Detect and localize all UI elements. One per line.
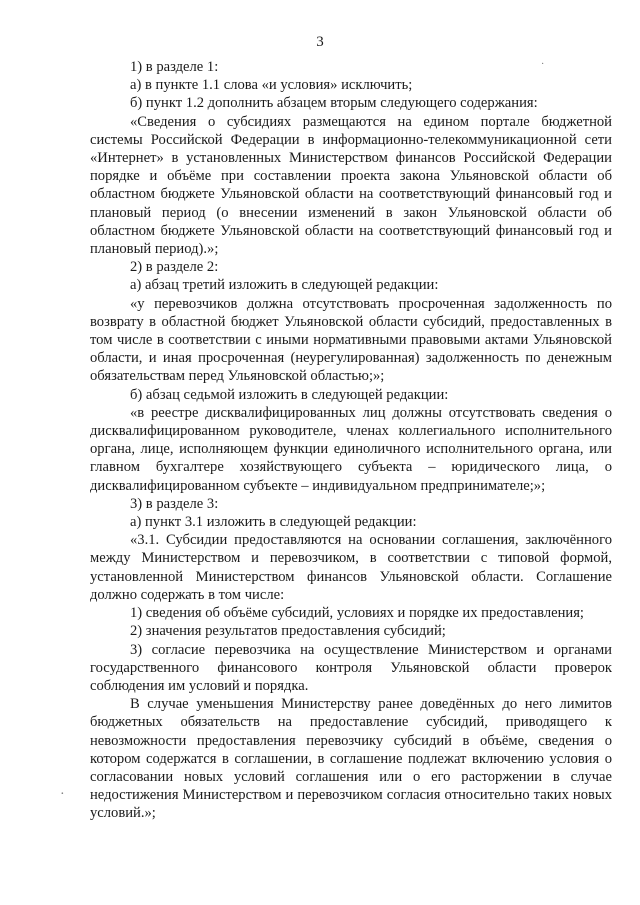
paragraph: а) пункт 3.1 изложить в следующей редакции: <box>130 514 417 531</box>
list-item: 2) значения результатов предоставления субсидий; <box>130 623 446 640</box>
paragraph: б) пункт 1.2 дополнить абзацем вторым следующего содержания: <box>130 95 538 112</box>
quoted-paragraph: «в реестре дисквалифицированных лиц должны отсутствовать сведения о дисквалифицированном руководителе, членах коллегиального исполнительного органа, лице, исполняющем функции единоличного исполнительного органа, или главном бухгалтере хозяйствующего субъекта – юридического лица, о дисквалифицированном субъекте – индивидуальном предпринимателе;»; <box>90 404 612 494</box>
paragraph: а) в пункте 1.1 слова «и условия» исключить; <box>130 77 413 94</box>
quoted-paragraph: «у перевозчиков должна отсутствовать просроченная задолженность по возврату в областной бюджет Ульяновской области субсидий, предоставленных в том числе в соответствии с иными нормативными правовыми актами Ульяновской области, и иная просроченная (неурегулированная) задолженность по денежным обязательствам перед Ульяновской областью;»; <box>90 295 612 385</box>
paragraph: В случае уменьшения Министерству ранее доведённых до него лимитов бюджетных обязательств на предоставление субсидий, приводящего к невозможности предоставления перевозчику субсидий в объёме, сведения о котором содержатся в соглашении, в соглашение подлежат включению условия о согласовании новых условий соглашения или о его расторжении в случае недостижения Министерством и перевозчиком согласия относительно таких новых условий.»; <box>90 696 612 822</box>
page-number: 3 <box>316 34 324 50</box>
list-item: 1) сведения об объёме субсидий, условиях и порядке их предоставления; <box>130 605 584 622</box>
list-item: 3) согласие перевозчика на осуществление Министерством и органами государственного финансового контроля Ульяновской области проверок соблюдения им условий и порядка. <box>90 641 612 694</box>
quoted-paragraph: «Сведения о субсидиях размещаются на едином портале бюджетной системы Российской Федерации в информационно-телекоммуникационной сети «Интернет» в установленных Министерством финансов Российской Федерации порядке и объёме при составлении проекта закона Ульяновской области об областном бюджете Ульяновской области на соответствующий финансовый год и плановый период (о внесении изменений в закон Ульяновской области об областном бюджете Ульяновской области на соответствующий финансовый год и плановый период).»; <box>90 113 612 258</box>
quoted-paragraph: «3.1. Субсидии предоставляются на основании соглашения, заключённого между Министерством и перевозчиком, в соответствии с типовой формой, установленной Министерством финансов Ульяновской области. Соглашение должно содержать в том числе: <box>90 532 612 603</box>
scan-speck: · <box>541 59 545 70</box>
paragraph: 3) в разделе 3: <box>130 495 219 512</box>
paragraph: 1) в разделе 1: <box>130 59 219 75</box>
document-body <box>90 58 612 823</box>
scan-speck: · <box>60 787 65 802</box>
paragraph: 2) в разделе 2: <box>130 259 219 276</box>
paragraph: а) абзац третий изложить в следующей редакции: <box>130 277 439 294</box>
paragraph: б) абзац седьмой изложить в следующей редакции: <box>130 386 449 403</box>
